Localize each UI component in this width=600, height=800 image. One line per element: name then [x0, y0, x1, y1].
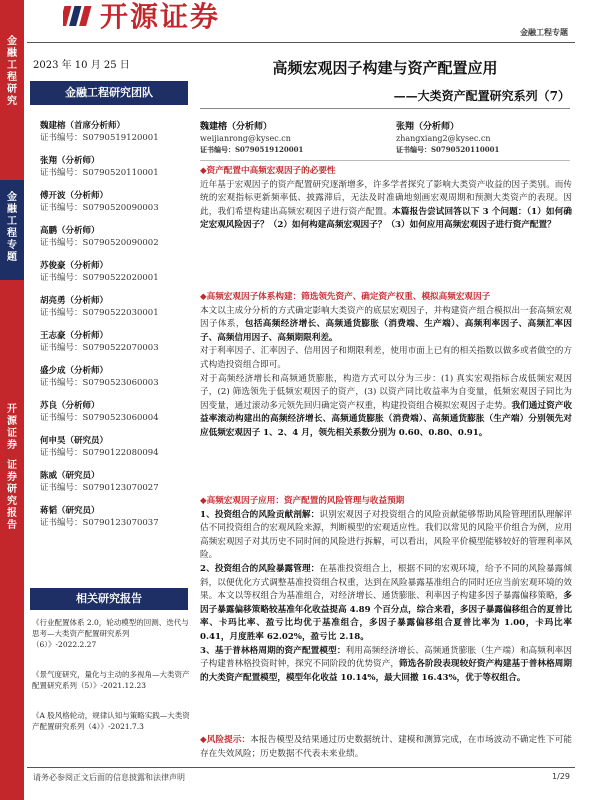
section-body: 本文以主成分分析的方式确定影响大类资产的底层宏观因子，并构建资产组合模拟出一套高频宏观因子体系， [200, 305, 572, 330]
point-bold-text: 筛选各阶段表现较好资产构建基于普林格周期的大类资产配置模型，模型年化收益 10.14%，最大回撤 16.43%，优于等权组合。 [200, 659, 572, 683]
side-label-mid: 金融工程专题 [7, 192, 17, 263]
analyst-entry: 张翔（分析师） 证书编号：S0790520110001 [40, 156, 159, 178]
analyst-entry: 傅开波（分析师） 证书编号：S0790520090003 [40, 191, 159, 213]
related-reports-title: 相关研究报告 [30, 588, 188, 610]
point-bold-text: 多因子暴露偏移策略较基准年化收益提高 4.89 个百分点，综合来看，多因子暴露偏移组合的夏普比率、卡玛比率、盈亏比均优于基准组合，多因子暴露偏移组合夏普比率为 1.00，卡玛比率 0.41，月度胜率 62.02%，盈亏比 2.18。 [200, 591, 572, 642]
analyst-entry: 陈威（研究员） 证书编号：S0790123070027 [40, 471, 159, 493]
risk-body: 本报告模型及结果通过历史数据统计、建模和测算完成，在市场波动不确定性下可能存在失效风险；历史数据不代表未来业绩。 [200, 735, 572, 759]
analyst-entry: 何申昊（研究员） 证书编号：S0790122080094 [40, 436, 159, 458]
disclaimer-note: 请务必参阅正文后面的信息披露和法律声明 [33, 773, 185, 782]
side-label-bottom-1: 开源证券 [7, 404, 17, 451]
risk-warning [200, 734, 572, 761]
author-block: 张翔（分析师） zhangxiang2@kysec.cn 证书编号：S0790520110001 [396, 122, 500, 154]
related-report-link[interactable]: 《A 股风格轮动，规律认知与策略实践—大类资产配置研究系列（4）》-2021.7.3 [32, 711, 190, 731]
report-subtitle: ——大类资产配置研究系列（7） [393, 89, 570, 103]
section-heading: ◆ 高频宏观因子体系构建：筛选领先资产、确定资产权重、模拟高频宏观因子 [200, 291, 572, 305]
analyst-entry: 苏良（分析师） 证书编号：S0790523060004 [40, 401, 159, 423]
section-body: 对于高频经济增长和高频通货膨胀，构造方式可以分为三步：(1) 真实宏观指标合成低频宏观因子，(2) 筛选领先于低频宏观因子的资产，(3) 以资产同比收益率为自变量，低频宏观因子同比为因变量，通过滚动多元领先回归确定资产权重，构建投资组合模拟宏观因子走势。 [200, 373, 572, 411]
summary-section-2 [200, 291, 572, 441]
analyst-entry: 苏俊豪（分析师） 证书编号：S0790522020001 [40, 261, 159, 283]
report-category: 金融工程专题 [520, 28, 568, 37]
analyst-entry: 盛少成（分析师） 证书编号：S0790523060003 [40, 366, 159, 388]
risk-heading: ◆ 风险提示： [200, 735, 250, 745]
section-body: 近年基于宏观因子的资产配置研究逐渐增多，许多学者探究了影响大类资产收益的因子类别。而传统的宏观指标更新频率低、披露滞后，无法及时准确地刻画宏观周期和预测大类资产的表现。因此，我们希望构建出高频宏观因子进行资产配置。 [200, 179, 572, 217]
section-body: 对于利率因子、汇率因子、信用因子和期限利差，使用市面上已有的相关指数以做多或者做空的方式构造投资组合即可。 [200, 346, 572, 370]
page-number: 1/29 [552, 772, 570, 781]
side-strip [0, 0, 24, 800]
kaiyuan-logo-icon [63, 4, 97, 28]
author-block: 魏建榕（分析师） weijianrong@kysec.cn 证书编号：S0790519120001 [200, 122, 304, 154]
side-label-bottom-2: 证券研究报告 [7, 460, 17, 531]
side-label-top: 金融工程研究 [7, 36, 17, 107]
point-lead: 2、投资组合的风险暴露管理： [200, 563, 320, 574]
brand-name: 开源证券 [100, 0, 221, 33]
analyst-entry: 王志豪（分析师） 证书编号：S0790522070003 [40, 331, 159, 353]
point-lead: 3、基于普林格周期的资产配置模型： [200, 645, 346, 656]
section-bold-text: 包括高频经济增长、高频通货膨胀（消费端、生产端）、高频利率因子、高频汇率因子、高频信用因子、高频期限利差。 [200, 319, 572, 343]
summary-section-1 [200, 165, 572, 233]
section-heading: ◆ 资产配置中高频宏观因子的必要性 [200, 165, 572, 179]
point-body: 利用高频经济增长、高频通货膨胀（生产端）和高频利率因子构建普林格投资时钟，探究不同阶段的优势资产， [200, 645, 572, 670]
section-heading: ◆ 高频宏观因子应用：资产配置的风险管理与收益预期 [200, 495, 572, 509]
analyst-entry: 蒋韬（研究员） 证书编号：S0790123070037 [40, 506, 159, 528]
author-email: zhangxiang2@kysec.cn [396, 134, 491, 143]
author-divider [200, 160, 570, 161]
report-date: 2023 年 10 月 25 日 [33, 60, 130, 71]
footer-divider [27, 767, 575, 768]
team-title: 金融工程研究团队 [30, 81, 188, 105]
point-body: 识别宏观因子对投资组合的风险贡献能够帮助风险管理团队理解评估不同投资组合的宏观风险来源，判断模型的宏观适应性。我们以常见的风险平价组合为例，应用高频宏观因子对其历史不同时间的风险进行拆解，可以看出，风险平价模型能够较好的管理利率风险。 [200, 509, 572, 561]
analyst-entry: 高鹏（分析师） 证书编号：S0790520090002 [40, 226, 159, 248]
point-body: 在基准投资组合上，根据不同的宏观环境，给予不同的风险暴露倾斜，以便优化方式调整基准投资组合权重，达到在风险暴露基准组合的同时还应当前宏观环境的效果。本文以等权组合为基准组合，对经济增长、通货膨胀、利率因子构建多因子暴露偏移策略， [200, 563, 572, 602]
report-title: 高频宏观因子构建与资产配置应用 [272, 59, 498, 77]
related-report-link[interactable]: 《行业配置体系 2.0，轮动模型的回测、迭代与思考—大类资产配置研究系列（6）》-2022.2.27 [32, 618, 189, 649]
header-divider [27, 42, 575, 43]
section-key-questions: 本篇报告尝试回答以下 3 个问题：（1）如何确定宏观风险因子？（2）如何构建高频宏观因子？（3）如何应用高频宏观因子进行资产配置？ [200, 206, 572, 231]
analyst-entry: 胡亮勇（分析师） 证书编号：S0790522030001 [40, 296, 159, 318]
summary-section-3 [200, 495, 572, 685]
author-email: weijianrong@kysec.cn [200, 134, 291, 143]
title-divider [200, 108, 570, 109]
analyst-entry: 魏建榕（首席分析师） 证书编号：S0790519120001 [40, 121, 159, 143]
related-report-link[interactable]: 《景气度研究，量化与主动的多视角—大类资产配置研究系列（5）》-2021.12.23 [32, 670, 190, 690]
section-bold-text: 我们通过资产收益率滚动构建出的高频经济增长、高频通货膨胀（消费端）、高频通货膨胀（生产端）分别领先对应低频宏观因子 1、2、4 月，领先相关系数分别为 0.60、0.80、0.91。 [200, 400, 572, 438]
point-lead: 1、投资组合的风险贡献剖解： [200, 509, 320, 520]
